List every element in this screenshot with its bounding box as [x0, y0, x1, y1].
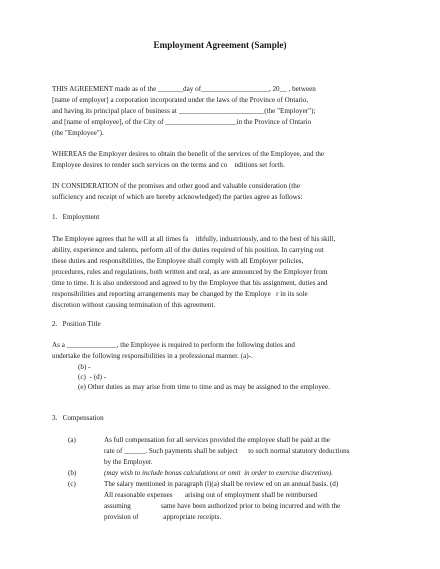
section-3-a-line: As full compensation for all services provided the employee shall be paid at the: [104, 436, 330, 444]
section-1-line: ability, experience and talents, perform all of the duties required of his position. In carrying out: [52, 246, 324, 254]
document-title: Employment Agreement (Sample): [153, 40, 287, 50]
intro-line: and having its principal place of business at ________________________(the "Employer");: [52, 107, 316, 115]
section-3-c-line: The salary mentioned in paragraph (l)(a) shall be review ed on an annual basis. (d): [104, 480, 339, 488]
section-2-line: As a ______________, the Employee is required to perform the following duties and: [52, 341, 295, 349]
intro-line: [name of employer] a corporation incorporated under the laws of the Province of Ontario,: [52, 96, 309, 104]
section-3-c-line: assuming same have been authorized prior to being incurred and with the: [104, 502, 341, 510]
section-2-line: undertake the following responsibilities in a professional manner. (a)-.: [52, 352, 253, 360]
intro-line: THIS AGREEMENT made as of the _______day of___________________, 20__ , between: [52, 85, 316, 93]
section-3-b-line: (may wish to include bonus calculations or omit in order to exercise discretion).: [104, 469, 333, 477]
section-3-c-line: provision of appropriate receipts.: [104, 513, 222, 521]
intro-line: (the "Employee").: [52, 129, 104, 137]
consideration-line: IN CONSIDERATION of the promises and other good and valuable consideration (the: [52, 182, 301, 190]
section-3-a-line: rate of ______. Such payments shall be subject to such normal statutory deductions: [104, 447, 350, 455]
consideration-line: sufficiency and receipt of which are hereby acknowledged) the parties agree as follows:: [52, 193, 303, 201]
section-2-item: (b) -: [78, 363, 91, 371]
section-1-line: time to time. It is also understood and agreed to by the Employee that his assignment, duties and: [52, 279, 328, 287]
section-3-a-line: by the Employer.: [104, 458, 153, 466]
section-1-line: procedures, rules and regulations, both written and oral, as are announced by the Employer from: [52, 268, 328, 276]
section-3-a-label: (a): [68, 436, 76, 444]
section-1-line: responsibilities and reporting arrangements may be changed by the Employe r in its sole: [52, 290, 308, 298]
section-3-c-label: (c): [68, 480, 76, 488]
section-1-line: these duties and responsibilities, the Employee shall comply with all Employer policies,: [52, 257, 304, 265]
intro-line: and [name of employee], of the City of ____________________in the Province of Ontario: [52, 118, 312, 126]
section-3-b-label: (b): [68, 469, 77, 477]
section-2-item: (c) - (d) -: [78, 373, 107, 381]
whereas-line: Employee desires to render such services on the terms and co nditions set forth.: [52, 161, 285, 169]
section-1-heading: 1. Employment: [52, 213, 100, 221]
whereas-line: WHEREAS the Employer desires to obtain the benefit of the services of the Employee, and the: [52, 150, 325, 158]
section-1-line: discretion without causing termination of this agreement.: [52, 301, 216, 309]
section-2-item: (e) Other duties as may arise from time to time and as may be assigned to the employee.: [78, 383, 330, 391]
section-3-heading: 3. Compensation: [52, 414, 104, 422]
section-2-heading: 2. Position Title: [52, 320, 101, 328]
section-1-line: The Employee agrees that he will at all times fa ithfully, industriously, and to the best of his skill,: [52, 235, 336, 243]
section-3-c-line: All reasonable expenses arising out of employment shall be reimbursed: [104, 491, 318, 499]
